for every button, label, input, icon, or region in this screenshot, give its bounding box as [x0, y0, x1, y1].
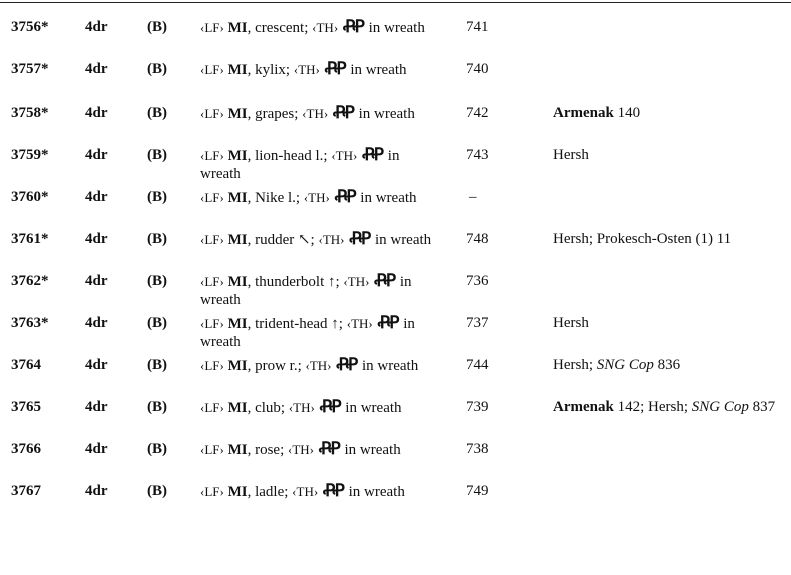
monogram-icon: ꝒꝒ — [322, 481, 342, 500]
monogram-icon: ꝒꝒ — [342, 17, 362, 36]
monogram-icon: ꝒꝒ — [334, 187, 354, 206]
mint-code: (B) — [147, 483, 167, 499]
table-row — [0, 306, 791, 348]
type-description: ‹LF› MI, club; ‹TH› ꝒꝒ in wreath — [200, 397, 402, 416]
denomination: 4dr — [85, 105, 108, 121]
type-description: ‹LF› MI, lion-head l.; ‹TH› ꝒꝒ in wreath — [200, 145, 400, 182]
type-description: ‹LF› MI, grapes; ‹TH› ꝒꝒ in wreath — [200, 103, 415, 122]
mint-code: (B) — [147, 357, 167, 373]
table-row — [0, 264, 791, 306]
type-description: ‹LF› MI, rose; ‹TH› ꝒꝒ in wreath — [200, 439, 401, 458]
mint-code: (B) — [147, 147, 167, 163]
type-description: ‹LF› MI, crescent; ‹TH› ꝒꝒ in wreath — [200, 17, 425, 36]
top-rule — [0, 2, 791, 3]
reference-number: 741 — [466, 19, 489, 35]
mint-code: (B) — [147, 61, 167, 77]
denomination: 4dr — [85, 441, 108, 457]
monogram-icon: ꝒꝒ — [374, 271, 394, 290]
catalogue-number: 3763* — [11, 315, 49, 331]
table-row — [0, 348, 791, 390]
type-description: ‹LF› MI, trident-head ↑; ‹TH› ꝒꝒ in wreath — [200, 313, 415, 350]
denomination: 4dr — [85, 231, 108, 247]
type-description: ‹LF› MI, ladle; ‹TH› ꝒꝒ in wreath — [200, 481, 405, 500]
type-description: ‹LF› MI, prow r.; ‹TH› ꝒꝒ in wreath — [200, 355, 419, 374]
reference-number: 740 — [466, 61, 489, 77]
table-row — [0, 96, 791, 138]
literature-reference: Armenak 140 — [553, 105, 641, 121]
reference-number: 739 — [466, 399, 489, 415]
monogram-icon: ꝒꝒ — [336, 355, 356, 374]
table-row — [0, 432, 791, 474]
table-row — [0, 474, 791, 516]
mint-code: (B) — [147, 231, 167, 247]
denomination: 4dr — [85, 273, 108, 289]
mint-code: (B) — [147, 105, 167, 121]
catalogue-number: 3761* — [11, 231, 49, 247]
catalogue-number: 3759* — [11, 147, 49, 163]
denomination: 4dr — [85, 189, 108, 205]
reference-number: – — [469, 189, 477, 205]
reference-number: 738 — [466, 441, 489, 457]
mint-code: (B) — [147, 19, 167, 35]
catalogue-number: 3762* — [11, 273, 49, 289]
denomination: 4dr — [85, 315, 108, 331]
type-description: ‹LF› MI, thunderbolt ↑; ‹TH› ꝒꝒ in wreath — [200, 271, 412, 308]
catalogue-number: 3767 — [11, 483, 41, 499]
reference-number: 749 — [466, 483, 489, 499]
reference-number: 736 — [466, 273, 489, 289]
catalogue-number: 3764 — [11, 357, 41, 373]
type-description: ‹LF› MI, Nike l.; ‹TH› ꝒꝒ in wreath — [200, 187, 417, 206]
catalogue-number: 3756* — [11, 19, 49, 35]
monogram-icon: ꝒꝒ — [319, 397, 339, 416]
coin-catalogue-table — [0, 10, 791, 516]
mint-code: (B) — [147, 273, 167, 289]
literature-reference: Hersh; Prokesch-Osten (1) 11 — [553, 231, 732, 247]
reference-number: 744 — [466, 357, 489, 373]
table-row — [0, 52, 791, 96]
literature-reference: Hersh — [553, 147, 589, 163]
denomination: 4dr — [85, 357, 108, 373]
denomination: 4dr — [85, 399, 108, 415]
reference-number: 737 — [466, 315, 489, 331]
literature-reference: Hersh — [553, 315, 589, 331]
catalogue-number: 3758* — [11, 105, 49, 121]
reference-number: 742 — [466, 105, 489, 121]
type-description: ‹LF› MI, kylix; ‹TH› ꝒꝒ in wreath — [200, 59, 407, 78]
denomination: 4dr — [85, 483, 108, 499]
literature-reference: Hersh; SNG Cop 836 — [553, 357, 681, 373]
monogram-icon: ꝒꝒ — [362, 145, 382, 164]
mint-code: (B) — [147, 441, 167, 457]
reference-number: 748 — [466, 231, 489, 247]
table-row — [0, 10, 791, 52]
denomination: 4dr — [85, 147, 108, 163]
table-row — [0, 180, 791, 222]
reference-number: 743 — [466, 147, 489, 163]
catalogue-number: 3760* — [11, 189, 49, 205]
table-row — [0, 390, 791, 432]
mint-code: (B) — [147, 189, 167, 205]
type-description: ‹LF› MI, rudder ↖; ‹TH› ꝒꝒ in wreath — [200, 229, 432, 248]
monogram-icon: ꝒꝒ — [318, 439, 338, 458]
table-row — [0, 222, 791, 264]
mint-code: (B) — [147, 315, 167, 331]
catalogue-number: 3765 — [11, 399, 41, 415]
monogram-icon: ꝒꝒ — [377, 313, 397, 332]
denomination: 4dr — [85, 19, 108, 35]
monogram-icon: ꝒꝒ — [349, 229, 369, 248]
catalogue-number: 3766 — [11, 441, 41, 457]
denomination: 4dr — [85, 61, 108, 77]
monogram-icon: ꝒꝒ — [324, 59, 344, 78]
table-row — [0, 138, 791, 180]
mint-code: (B) — [147, 399, 167, 415]
catalogue-number: 3757* — [11, 61, 49, 77]
monogram-icon: ꝒꝒ — [332, 103, 352, 122]
literature-reference: Armenak 142; Hersh; SNG Cop 837 — [553, 399, 776, 415]
